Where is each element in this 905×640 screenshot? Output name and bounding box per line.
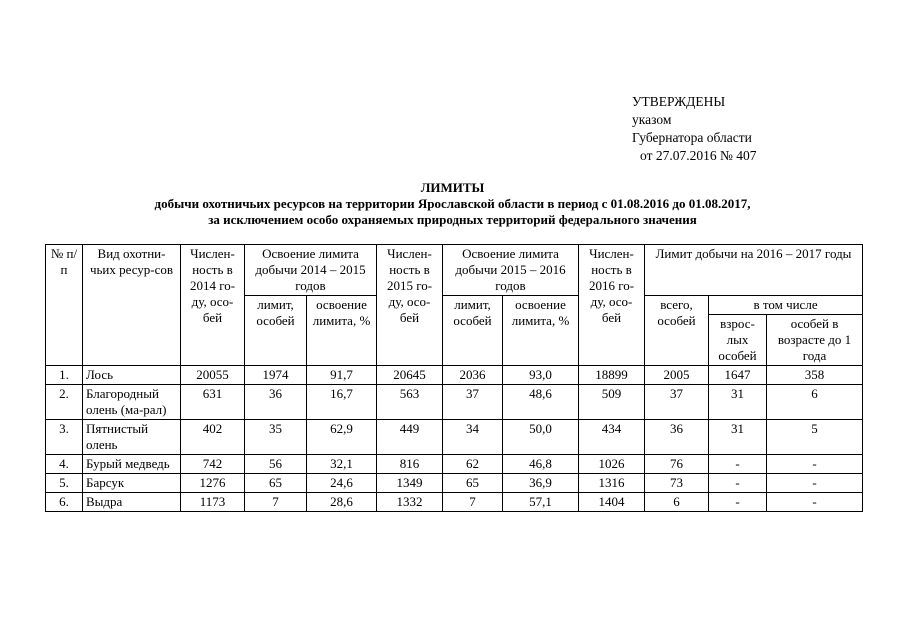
table-row — [46, 366, 863, 385]
header-young: особей в возрасте до 1 года — [767, 315, 863, 366]
row-pct-2015: 50,0 — [503, 420, 579, 455]
row-limit-2015: 7 — [443, 493, 503, 512]
row-pop-2016: 1404 — [579, 493, 645, 512]
row-species: Лось — [83, 366, 181, 385]
row-pop-2016: 434 — [579, 420, 645, 455]
header-adults: взрос-лых особей — [709, 315, 767, 366]
header-pop-2016: Числен-ность в 2016 го-ду, осо-бей — [579, 245, 645, 366]
row-adults: - — [709, 474, 767, 493]
document-subtitle-1: добычи охотничьих ресурсов на территории Ярославской области в период с 01.08.2016 до 01.08.2017, — [154, 196, 751, 211]
row-pct-2014: 62,9 — [307, 420, 377, 455]
row-pct-2014: 16,7 — [307, 385, 377, 420]
row-pct-2014: 28,6 — [307, 493, 377, 512]
document-heading — [60, 180, 845, 228]
row-limit-2014: 65 — [245, 474, 307, 493]
approval-line-approved: УТВЕРЖДЕНЫ — [632, 94, 726, 109]
header-including: в том числе — [709, 296, 863, 315]
header-pop-2015: Числен-ность в 2015 го-ду, осо-бей — [377, 245, 443, 366]
header-pop-2014: Числен-ность в 2014 го-ду, осо-бей — [181, 245, 245, 366]
header-limit-total: всего, особей — [645, 296, 709, 366]
row-pop-2015: 816 — [377, 455, 443, 474]
row-young: 5 — [767, 420, 863, 455]
table-row — [46, 474, 863, 493]
approval-line-date: от 27.07.2016 № 407 — [640, 148, 757, 163]
row-adults: - — [709, 493, 767, 512]
header-dev-2014: Освоение лимита добычи 2014 – 2015 годов — [245, 245, 377, 296]
row-species: Барсук — [83, 474, 181, 493]
row-pop-2015: 449 — [377, 420, 443, 455]
row-limit-2014: 56 — [245, 455, 307, 474]
row-limit-total: 36 — [645, 420, 709, 455]
row-limit-total: 37 — [645, 385, 709, 420]
row-limit-total: 2005 — [645, 366, 709, 385]
row-adults: 1647 — [709, 366, 767, 385]
document-title: ЛИМИТЫ — [420, 180, 485, 195]
row-limit-2014: 35 — [245, 420, 307, 455]
row-num: 2. — [46, 385, 83, 420]
approval-line-governor: Губернатора области — [632, 130, 752, 145]
approval-stamp — [632, 93, 756, 165]
row-pct-2014: 24,6 — [307, 474, 377, 493]
row-pct-2015: 36,9 — [503, 474, 579, 493]
row-limit-2014: 7 — [245, 493, 307, 512]
document-subtitle-2: за исключением особо охраняемых природных территорий федерального значения — [208, 212, 697, 227]
row-young: - — [767, 474, 863, 493]
row-pop-2014: 402 — [181, 420, 245, 455]
row-species: Бурый медведь — [83, 455, 181, 474]
row-limit-total: 6 — [645, 493, 709, 512]
row-pop-2016: 18899 — [579, 366, 645, 385]
table-row — [46, 493, 863, 512]
table-row — [46, 385, 863, 420]
header-dev-2014-pct: освоение лимита, % — [307, 296, 377, 366]
row-young: - — [767, 493, 863, 512]
header-row-1 — [46, 245, 863, 296]
row-species: Выдра — [83, 493, 181, 512]
row-limit-2015: 34 — [443, 420, 503, 455]
row-species: Благородный олень (ма-рал) — [83, 385, 181, 420]
header-dev-2015-limit: лимит, особей — [443, 296, 503, 366]
row-pct-2014: 32,1 — [307, 455, 377, 474]
row-pop-2015: 20645 — [377, 366, 443, 385]
row-limit-2015: 37 — [443, 385, 503, 420]
row-pct-2014: 91,7 — [307, 366, 377, 385]
row-limit-2015: 65 — [443, 474, 503, 493]
row-pop-2014: 1173 — [181, 493, 245, 512]
row-pop-2016: 1026 — [579, 455, 645, 474]
row-num: 3. — [46, 420, 83, 455]
limits-table — [45, 244, 863, 512]
row-pct-2015: 48,6 — [503, 385, 579, 420]
row-adults: - — [709, 455, 767, 474]
row-pop-2016: 509 — [579, 385, 645, 420]
row-species: Пятнистый олень — [83, 420, 181, 455]
row-pct-2015: 57,1 — [503, 493, 579, 512]
table-row — [46, 455, 863, 474]
row-adults: 31 — [709, 420, 767, 455]
row-limit-2015: 2036 — [443, 366, 503, 385]
header-species: Вид охотни-чьих ресур-сов — [83, 245, 181, 366]
row-young: 358 — [767, 366, 863, 385]
row-limit-2014: 1974 — [245, 366, 307, 385]
table-row — [46, 420, 863, 455]
row-pop-2016: 1316 — [579, 474, 645, 493]
row-young: - — [767, 455, 863, 474]
row-num: 1. — [46, 366, 83, 385]
header-num: № п/п — [46, 245, 83, 366]
header-dev-2015-pct: освоение лимита, % — [503, 296, 579, 366]
row-adults: 31 — [709, 385, 767, 420]
row-num: 6. — [46, 493, 83, 512]
approval-line-decree: указом — [632, 112, 672, 127]
row-young: 6 — [767, 385, 863, 420]
row-pop-2014: 742 — [181, 455, 245, 474]
row-pop-2014: 631 — [181, 385, 245, 420]
header-dev-2014-limit: лимит, особей — [245, 296, 307, 366]
row-num: 4. — [46, 455, 83, 474]
row-pct-2015: 46,8 — [503, 455, 579, 474]
row-pop-2015: 1332 — [377, 493, 443, 512]
header-dev-2015: Освоение лимита добычи 2015 – 2016 годов — [443, 245, 579, 296]
row-pct-2015: 93,0 — [503, 366, 579, 385]
row-limit-2014: 36 — [245, 385, 307, 420]
header-limit-2016: Лимит добычи на 2016 – 2017 годы — [645, 245, 863, 296]
row-pop-2014: 20055 — [181, 366, 245, 385]
row-pop-2014: 1276 — [181, 474, 245, 493]
row-limit-2015: 62 — [443, 455, 503, 474]
row-pop-2015: 1349 — [377, 474, 443, 493]
row-limit-total: 76 — [645, 455, 709, 474]
row-limit-total: 73 — [645, 474, 709, 493]
row-num: 5. — [46, 474, 83, 493]
row-pop-2015: 563 — [377, 385, 443, 420]
